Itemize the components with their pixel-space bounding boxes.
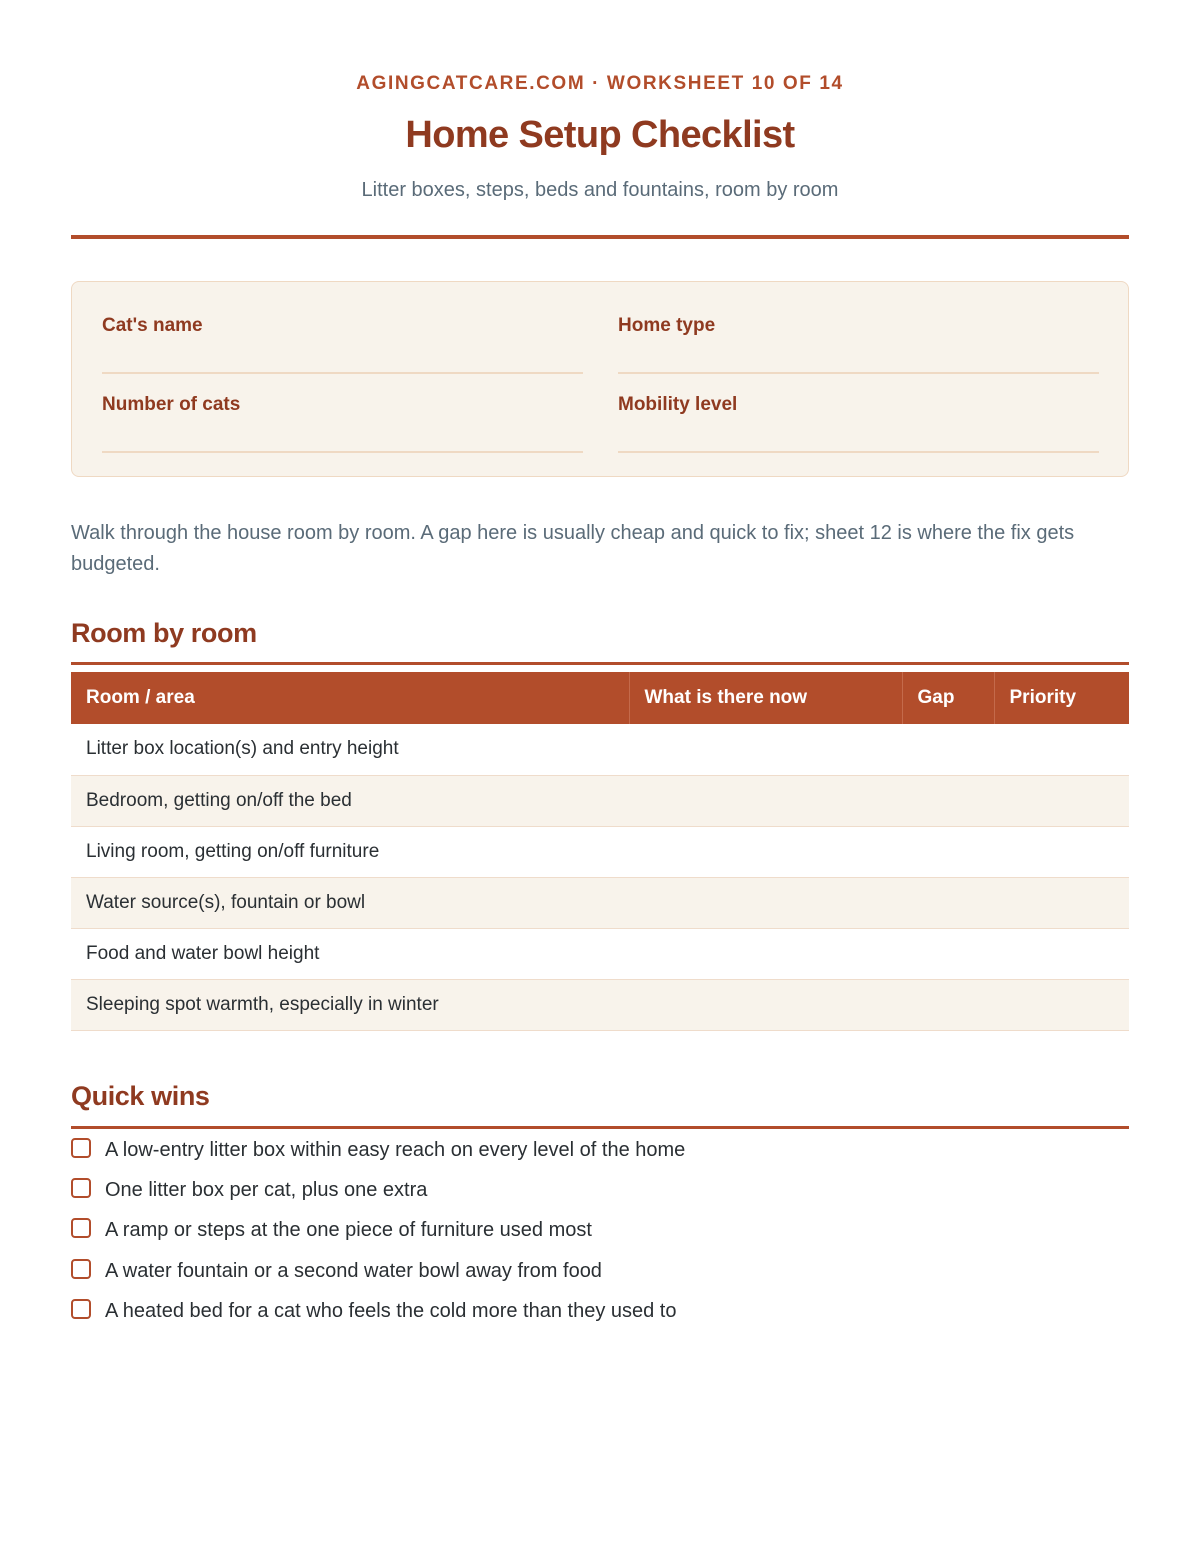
priority-cell[interactable]: [994, 826, 1129, 877]
room-area-cell: Living room, getting on/off furniture: [71, 826, 629, 877]
room-area-cell: Bedroom, getting on/off the bed: [71, 775, 629, 826]
now-cell[interactable]: [629, 979, 902, 1030]
intro-paragraph: Walk through the house room by room. A gap here is usually cheap and quick to fix; sheet 12 is where the fix gets budgeted.: [71, 522, 1075, 575]
table-row: [71, 826, 1129, 877]
cat-info-panel: [71, 281, 1129, 477]
cats-name-field[interactable]: [102, 315, 583, 337]
checklist-item-label: One litter box per cat, plus one extra: [105, 1179, 428, 1202]
home-type-field[interactable]: [618, 315, 1099, 337]
column-header: Room / area: [71, 672, 629, 724]
write-in-line[interactable]: [102, 451, 583, 453]
table-header-row: [71, 672, 1129, 724]
section-divider: [71, 662, 1129, 665]
now-cell[interactable]: [629, 928, 902, 979]
priority-cell[interactable]: [994, 877, 1129, 928]
checklist-item-label: A low-entry litter box within easy reach on every level of the home: [105, 1139, 686, 1161]
quick-wins-list: [71, 1137, 1129, 1338]
list-item: [71, 1217, 1129, 1257]
now-cell[interactable]: [629, 877, 902, 928]
gap-cell[interactable]: [902, 826, 994, 877]
write-in-line[interactable]: [618, 451, 1099, 453]
list-item: [71, 1137, 1129, 1177]
write-in-line[interactable]: [102, 372, 583, 374]
table-row: [71, 877, 1129, 928]
room-checklist-table: [71, 672, 1129, 1031]
write-in-line[interactable]: [618, 372, 1099, 374]
now-cell[interactable]: [629, 826, 902, 877]
section-title-room-by-room: Room by room: [71, 618, 257, 648]
checkbox[interactable]: [71, 1299, 91, 1319]
checkbox[interactable]: [71, 1138, 91, 1158]
header-divider: [71, 235, 1129, 239]
priority-cell[interactable]: [994, 928, 1129, 979]
table-row: [71, 775, 1129, 826]
checkbox[interactable]: [71, 1218, 91, 1238]
checklist-item-label: A water fountain or a second water bowl away from food: [105, 1259, 602, 1282]
column-header: What is there now: [629, 672, 902, 724]
room-area-cell: Sleeping spot warmth, especially in winter: [71, 979, 629, 1030]
site-kicker: AGINGCATCARE.COM · WORKSHEET 10 OF 14: [356, 73, 844, 94]
section-divider: [71, 1126, 1129, 1129]
now-cell[interactable]: [629, 775, 902, 826]
gap-cell[interactable]: [902, 775, 994, 826]
gap-cell[interactable]: [902, 877, 994, 928]
checkbox[interactable]: [71, 1259, 91, 1279]
priority-cell[interactable]: [994, 775, 1129, 826]
table-row: [71, 979, 1129, 1030]
gap-cell[interactable]: [902, 724, 994, 775]
priority-cell[interactable]: [994, 724, 1129, 775]
checklist-item-label: A heated bed for a cat who feels the cold more than they used to: [105, 1299, 677, 1322]
table-row: [71, 928, 1129, 979]
field-label: Home type: [618, 315, 716, 336]
room-area-cell: Water source(s), fountain or bowl: [71, 877, 629, 928]
field-label: Cat's name: [102, 315, 203, 336]
page-title: Home Setup Checklist: [405, 114, 795, 156]
checklist-item-label: A ramp or steps at the one piece of furniture used most: [105, 1219, 592, 1242]
list-item: [71, 1177, 1129, 1217]
number-of-cats-field[interactable]: [102, 394, 583, 416]
column-header: Priority: [994, 672, 1129, 724]
gap-cell[interactable]: [902, 979, 994, 1030]
field-label: Mobility level: [618, 394, 738, 415]
page-subtitle: Litter boxes, steps, beds and fountains, room by room: [361, 179, 839, 201]
gap-cell[interactable]: [902, 928, 994, 979]
field-label: Number of cats: [102, 394, 241, 415]
section-title-quick-wins: Quick wins: [71, 1081, 210, 1111]
list-item: [71, 1258, 1129, 1298]
mobility-level-field[interactable]: [618, 394, 1099, 416]
room-area-cell: Food and water bowl height: [71, 928, 629, 979]
column-header: Gap: [902, 672, 994, 724]
priority-cell[interactable]: [994, 979, 1129, 1030]
table-row: [71, 724, 1129, 775]
list-item: [71, 1298, 1129, 1338]
now-cell[interactable]: [629, 724, 902, 775]
checkbox[interactable]: [71, 1178, 91, 1198]
room-area-cell: Litter box location(s) and entry height: [71, 724, 629, 775]
